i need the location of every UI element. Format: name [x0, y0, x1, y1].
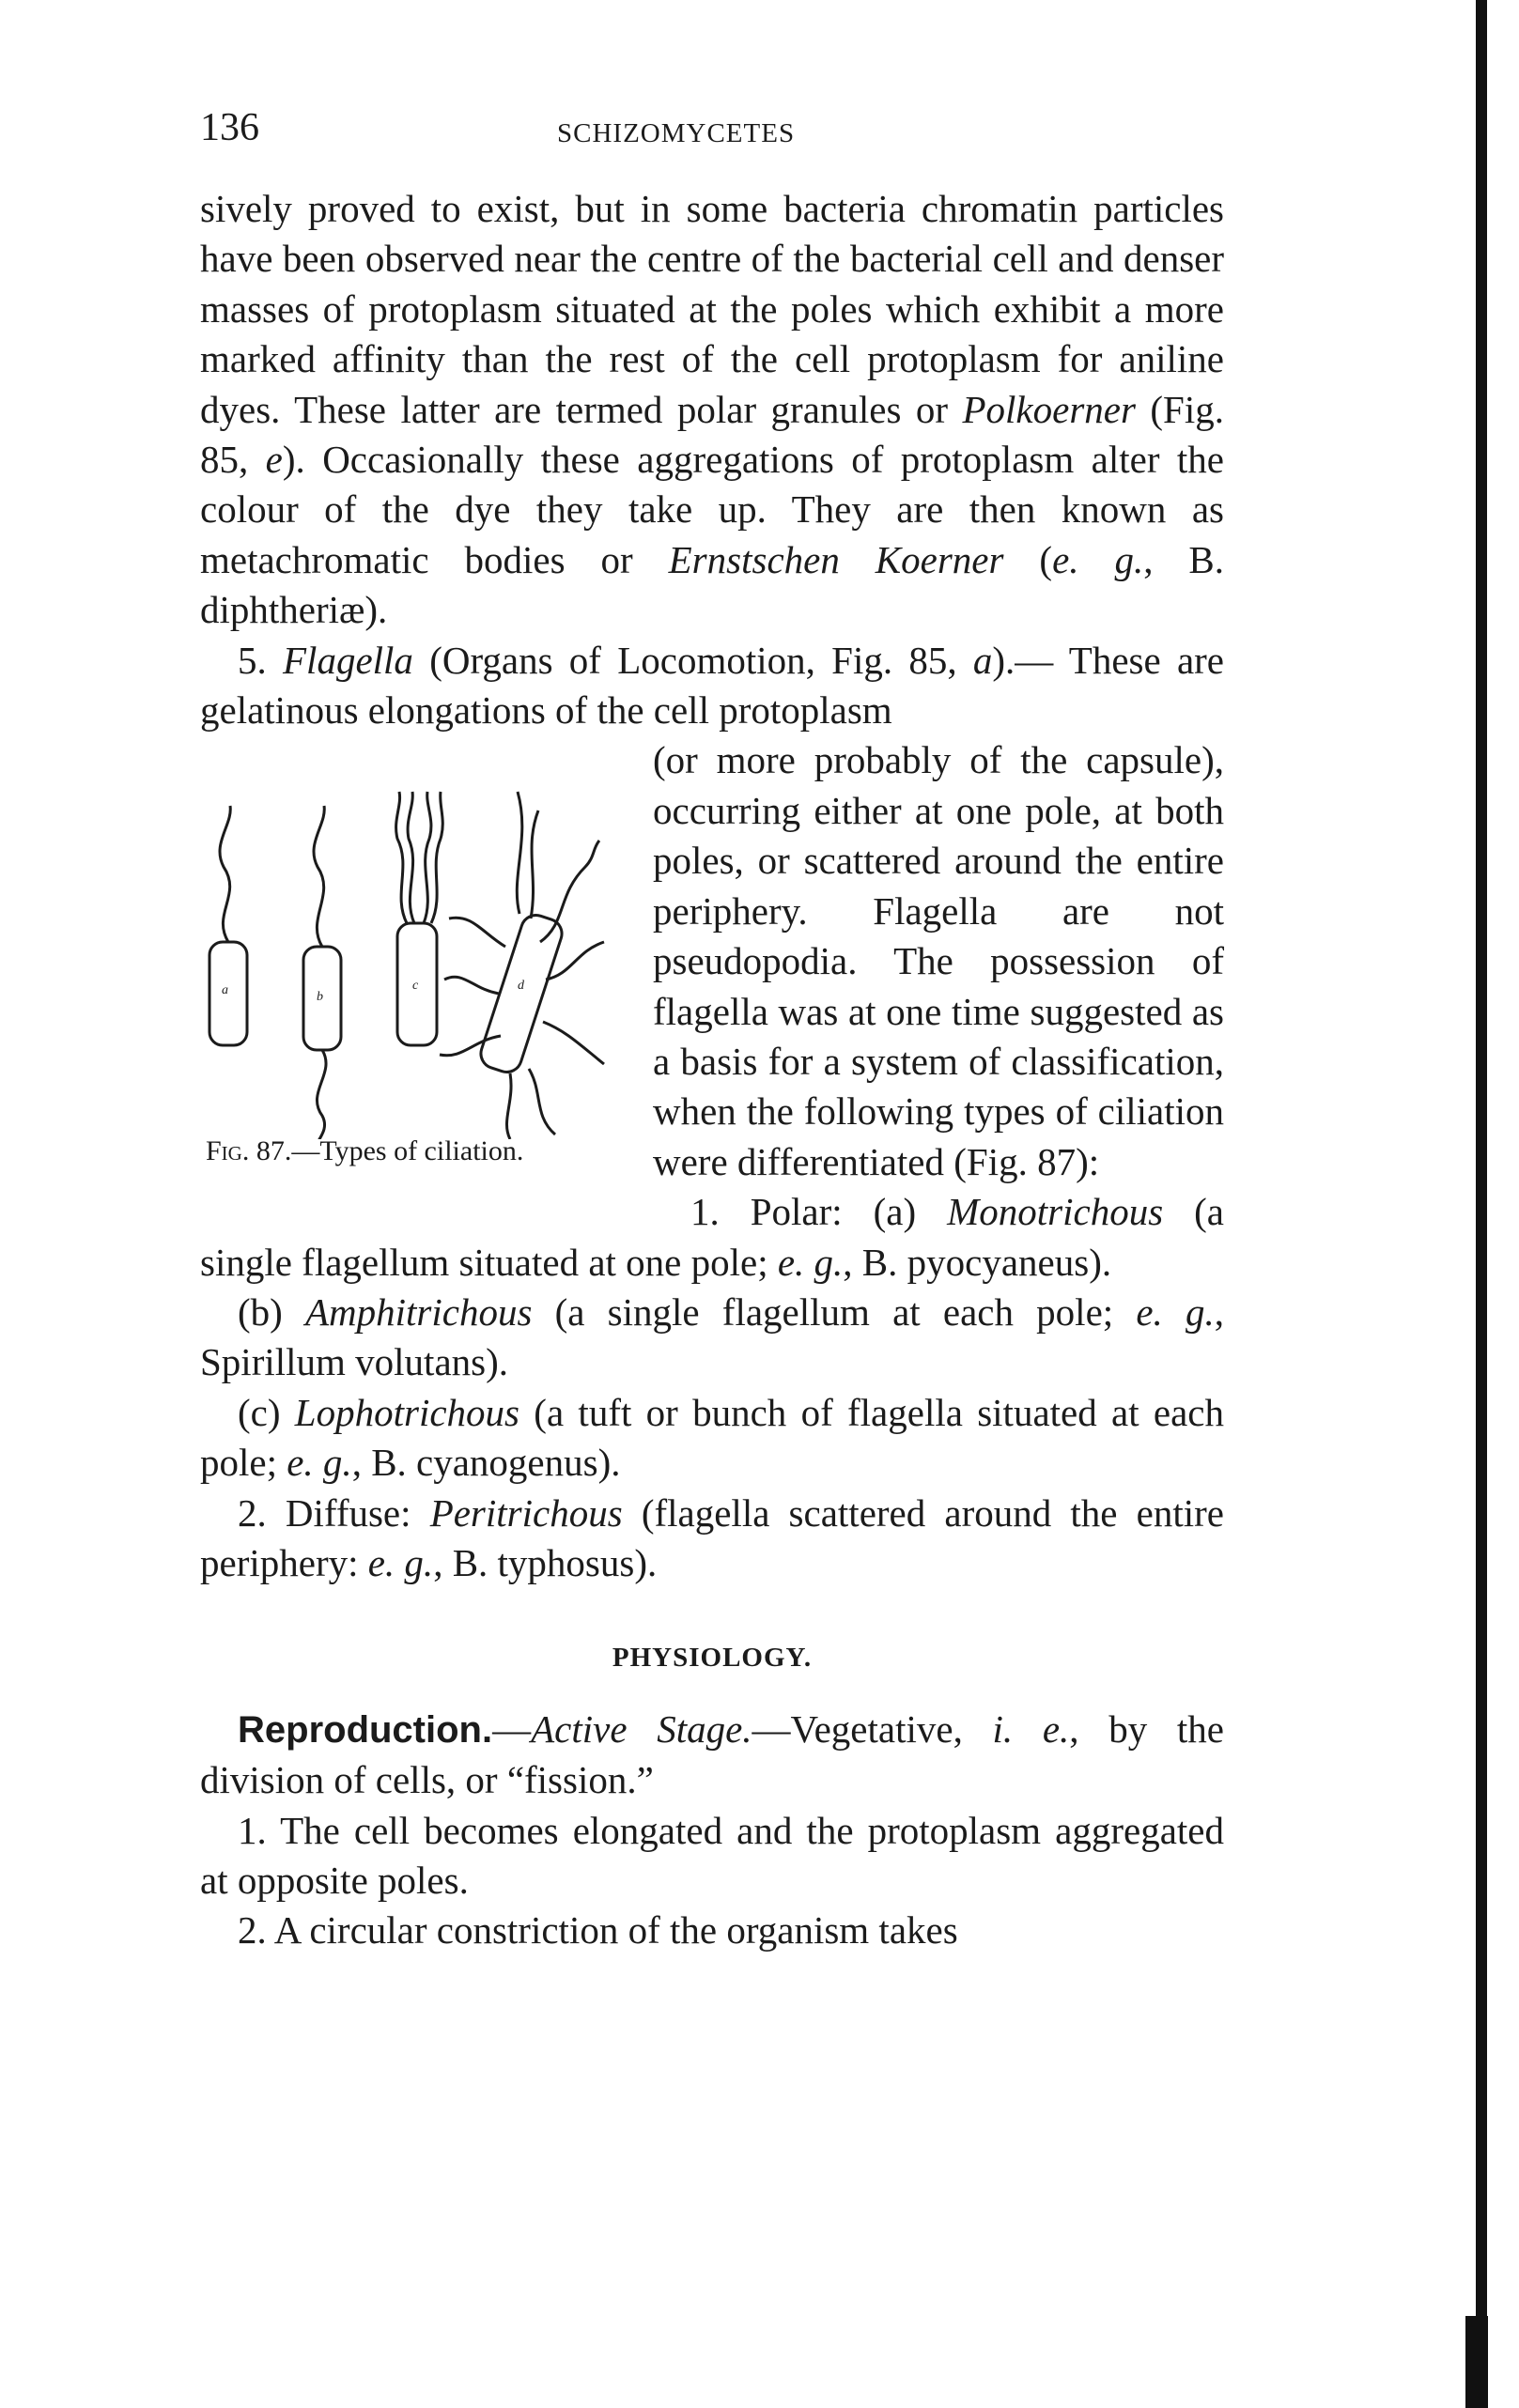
paragraph-reproduction: Reproduction.—Active Stage.—Vegetative, i. e., by the division of cells, or “fission.” — [200, 1706, 1225, 1802]
list-item-peritrichous: 2. Diffuse: Peritrichous (flagella scattered around the entire periphery: e. g., B. typhosus). — [200, 1490, 1224, 1584]
page-edge-bar — [1476, 0, 1487, 2408]
flagellum-d8 — [440, 1036, 501, 1056]
page-header — [200, 103, 1224, 162]
flagellum-c1 — [396, 792, 407, 923]
page-number: 136 — [200, 106, 259, 149]
page — [200, 103, 1224, 1956]
flagellum-d2 — [531, 810, 538, 918]
paragraph-flagella-intro: 5. Flagella (Organs of Locomotion, Fig. 85, a).— These are gelatinous elongations of the cell protoplasm — [200, 638, 1225, 733]
cell-a — [209, 942, 247, 1045]
flagellum-d5 — [543, 1022, 604, 1064]
fig-label-d: d — [518, 979, 524, 994]
flagellum-b-bottom — [315, 1050, 326, 1139]
section-heading: PHYSIOLOGY. — [612, 1643, 813, 1674]
flagellum-c3 — [424, 792, 431, 923]
fig-label-a: a — [222, 983, 228, 998]
reproduction-step-2: 2. A circular constriction of the organism takes — [238, 1908, 958, 1953]
ciliation-illustration — [200, 754, 625, 1139]
flagellum-c4 — [431, 792, 442, 923]
reproduction-step-1: 1. The cell becomes elongated and the protoplasm aggregated at opposite poles. — [200, 1808, 1224, 1902]
list-item-amphitrichous: (b) Amphitrichous (a single flagellum at each pole; e. g., Spirillum volutans). — [200, 1289, 1224, 1384]
flagellum-d1 — [517, 792, 522, 914]
fig-label-c: c — [412, 979, 419, 994]
fig-label-b: b — [317, 990, 323, 1005]
flagellum-d3 — [540, 841, 599, 942]
flagellum-c2 — [408, 792, 414, 923]
flagellum-d7 — [506, 1073, 511, 1139]
flagellum-d9 — [444, 978, 499, 995]
flagellum-b-top — [314, 806, 324, 947]
paragraph-cell-structure: sively proved to exist, but in some bacteria chromatin particles have been observed near the centre of the bacterial cell and denser masses of protoplasm situated at the poles which exhibit a more marked affinity than the rest of the cell protoplasm for aniline dyes. These latter are termed polar granules or Polkoerner (Fig. 85, e). Occasionally these aggregations of protoplasm alter the colour of the dye they take up. They are then known as metachromatic bodies or Ernstschen Koerner (e. g., B. diphtheriæ). — [200, 187, 1225, 632]
flagellum-d6 — [529, 1069, 555, 1135]
running-title: SCHIZOMYCETES — [557, 118, 796, 148]
flagellum-d10 — [449, 918, 505, 948]
list-item-monotrichous: 1. Polar: (a) Monotrichous (a single flagellum situated at one pole; e. g., B. pyocyaneus). — [200, 1190, 1224, 1284]
paragraph-flagella-body: (or more probably of the capsule), occurring either at one pole, at both poles, or scattered around the entire periphery. Flagella are not pseudopodia. The possession of flagella was at one time suggested as a basis for a system of classification, when the following types of ciliation were differentiated (Fig. 87): — [653, 738, 1224, 1183]
figure-caption: Fig. 87.—Types of ciliation. — [206, 1135, 524, 1167]
figure-ciliation-types — [200, 735, 625, 1224]
list-item-lophotrichous: (c) Lophotrichous (a tuft or bunch of flagella situated at each pole; e. g., B. cyanogenus). — [200, 1390, 1224, 1485]
page-edge-bar-bottom — [1465, 2316, 1488, 2408]
flagellum-a — [220, 806, 230, 942]
